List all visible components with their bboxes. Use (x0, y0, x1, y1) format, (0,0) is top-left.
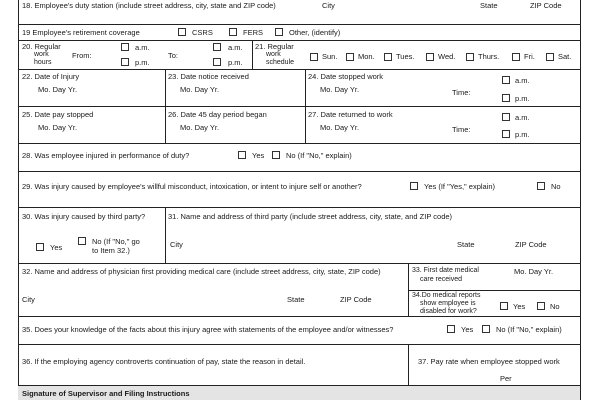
item-27-am-checkbox[interactable] (502, 113, 510, 121)
other-retirement-label: Other, (identify) (289, 28, 341, 37)
item-35-no-checkbox[interactable] (482, 325, 490, 333)
to-pm-label: p.m. (228, 58, 243, 67)
mon-label: Mon. (358, 52, 375, 61)
item-27-mdy: Mo. Day Yr. (320, 123, 360, 132)
item-23-label: 23. Date notice received (168, 72, 249, 81)
item-22-mdy: Mo. Day Yr. (38, 85, 78, 94)
item-32-label: 32. Name and address of physician first providing medical care (include street address, city, state, ZIP code) (22, 267, 381, 276)
item-27-pm-label: p.m. (515, 130, 530, 139)
item-27-label: 27. Date returned to work (308, 110, 393, 119)
wed-label: Wed. (438, 52, 456, 61)
item-24-mdy: Mo. Day Yr. (320, 85, 360, 94)
item-24-label: 24. Date stopped work (308, 72, 384, 81)
item-31-zip: ZIP Code (515, 240, 547, 249)
item-20-label-3: hours (34, 59, 52, 66)
from-pm-label: p.m. (135, 58, 150, 67)
item-24-am-checkbox[interactable] (502, 76, 510, 84)
item-28-yes-label: Yes (252, 151, 265, 160)
fers-label: FERS (243, 28, 264, 37)
fri-checkbox[interactable] (512, 53, 520, 61)
item-27-time-label: Time: (452, 125, 471, 134)
item-21-label-3: schedule (266, 59, 295, 66)
item-31-state: State (457, 240, 475, 249)
from-am-checkbox[interactable] (121, 43, 129, 51)
item-20-label-2: work (34, 51, 49, 58)
item-32-zip: ZIP Code (340, 295, 372, 304)
item-30-no-label-1: No (If "No," go (92, 237, 140, 246)
csrs-checkbox[interactable] (178, 28, 186, 36)
item-19-label: 19 Employee's retirement coverage (22, 28, 140, 37)
item-20-label-1: 20. Regular (22, 42, 61, 51)
item-34-label-3: disabled for work? (420, 308, 477, 315)
item-29-no-checkbox[interactable] (537, 182, 545, 190)
item-34-no-label: No (550, 302, 560, 311)
item-26-label: 26. Date 45 day period began (168, 110, 267, 119)
item-18-label: 18. Employee's duty station (include street address, city, state and ZIP code) (22, 1, 276, 10)
item-24-pm-checkbox[interactable] (502, 94, 510, 102)
item-36-label: 36. If the employing agency controverts continuation of pay, state the reason in detail. (22, 357, 306, 366)
item-28-no-checkbox[interactable] (272, 151, 280, 159)
item-33-mdy: Mo. Day Yr. (514, 267, 554, 276)
tues-checkbox[interactable] (384, 53, 392, 61)
item-18-zip: ZIP Code (530, 1, 562, 10)
item-21-label-1: 21. Regular (255, 42, 294, 51)
item-28-yes-checkbox[interactable] (238, 151, 246, 159)
item-29-yes-checkbox[interactable] (410, 182, 418, 190)
item-35-label: 35. Does your knowledge of the facts about this injury agree with statements of the employee and/or witnesses? (22, 325, 394, 334)
item-28-label: 28. Was employee injured in performance of duty? (22, 151, 190, 160)
item-37-label: 37. Pay rate when employee stopped work (418, 357, 560, 366)
item-35-yes-label: Yes (461, 325, 474, 334)
item-26-mdy: Mo. Day Yr. (180, 123, 220, 132)
item-18-state: State (480, 1, 498, 10)
tues-label: Tues. (396, 52, 415, 61)
item-35-yes-checkbox[interactable] (447, 325, 455, 333)
item-18-city: City (322, 1, 335, 10)
item-34-yes-label: Yes (513, 302, 526, 311)
item-32-state: State (287, 295, 305, 304)
item-25-mdy: Mo. Day Yr. (38, 123, 78, 132)
item-24-am-label: a.m. (515, 76, 530, 85)
fers-checkbox[interactable] (229, 28, 237, 36)
item-33-label-2: care received (420, 276, 463, 283)
signature-section-title: Signature of Supervisor and Filing Instructions (22, 389, 190, 398)
hours-from-label: From: (72, 51, 92, 60)
item-31-city: City (170, 240, 183, 249)
sat-checkbox[interactable] (546, 53, 554, 61)
item-33-label-1: 33. First date medical (412, 267, 479, 274)
item-30-label: 30. Was injury caused by third party? (22, 212, 146, 221)
sun-label: Sun. (322, 52, 338, 61)
item-22-label: 22. Date of Injury (22, 72, 80, 81)
item-30-no-label-2: to Item 32.) (92, 246, 130, 255)
from-am-label: a.m. (135, 43, 150, 52)
csrs-label: CSRS (192, 28, 213, 37)
item-34-label-1: 34.Do medical reports (412, 292, 481, 299)
item-34-no-checkbox[interactable] (537, 302, 545, 310)
item-27-am-label: a.m. (515, 113, 530, 122)
thurs-checkbox[interactable] (466, 53, 474, 61)
item-24-time-label: Time: (452, 88, 471, 97)
fri-label: Fri. (524, 52, 535, 61)
from-pm-checkbox[interactable] (121, 58, 129, 66)
item-32-city: City (22, 295, 35, 304)
to-pm-checkbox[interactable] (213, 58, 221, 66)
sun-checkbox[interactable] (310, 53, 318, 61)
to-am-label: a.m. (228, 43, 243, 52)
other-retirement-checkbox[interactable] (275, 28, 283, 36)
item-30-yes-label: Yes (50, 243, 63, 252)
thurs-label: Thurs. (478, 52, 500, 61)
item-28-no-label: No (If "No," explain) (286, 151, 352, 160)
item-29-no-label: No (551, 182, 561, 191)
item-21-label-2: work (266, 51, 281, 58)
item-37-per: Per (500, 374, 512, 383)
item-23-mdy: Mo. Day Yr. (180, 85, 220, 94)
item-29-label: 29. Was injury caused by employee's willful misconduct, intoxication, or intent to injure self or another? (22, 182, 362, 191)
item-30-yes-checkbox[interactable] (36, 243, 44, 251)
sat-label: Sat. (558, 52, 572, 61)
item-30-no-checkbox[interactable] (78, 237, 86, 245)
item-29-yes-label: Yes (If "Yes," explain) (424, 182, 496, 191)
item-35-no-label: No (If "No," explain) (496, 325, 562, 334)
item-34-yes-checkbox[interactable] (500, 302, 508, 310)
item-25-label: 25. Date pay stopped (22, 110, 94, 119)
item-31-label: 31. Name and address of third party (include street address, city, state, and ZIP code) (168, 212, 453, 221)
item-24-pm-label: p.m. (515, 94, 530, 103)
to-am-checkbox[interactable] (213, 43, 221, 51)
wed-checkbox[interactable] (426, 53, 434, 61)
item-34-label-2: show employee is (420, 300, 476, 307)
item-27-pm-checkbox[interactable] (502, 130, 510, 138)
hours-to-label: To: (168, 51, 179, 60)
mon-checkbox[interactable] (346, 53, 354, 61)
